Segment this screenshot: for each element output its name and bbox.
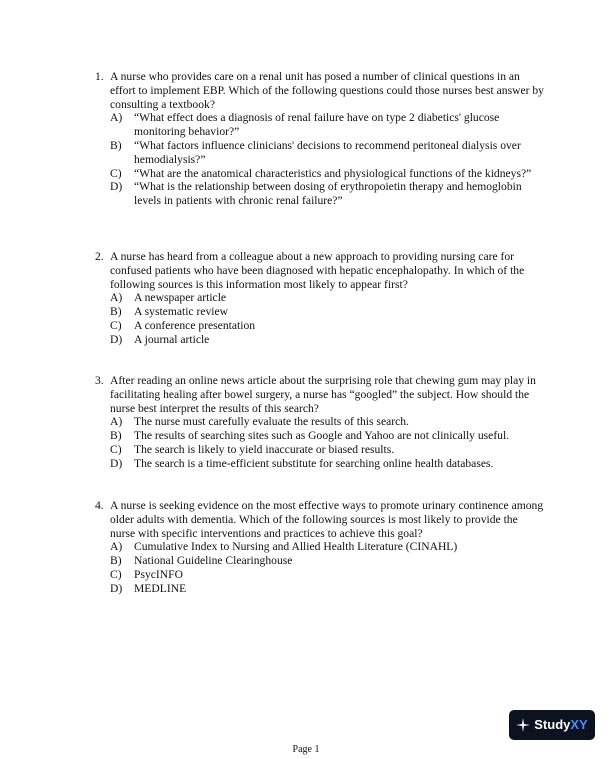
option-c — [110, 443, 545, 457]
option-letter: D) — [110, 456, 123, 470]
brand-accent: XY — [570, 717, 588, 733]
question-stem — [95, 374, 545, 415]
option-b — [110, 139, 545, 167]
option-a — [110, 111, 545, 139]
option-a — [110, 291, 545, 305]
options-list — [110, 415, 545, 470]
option-letter: C) — [110, 567, 122, 581]
option-letter: A) — [110, 415, 123, 429]
question-number: 1. — [95, 70, 104, 83]
option-text: The results of searching sites such as Google and Yahoo are not clinically useful. — [134, 429, 510, 443]
option-text: A conference presentation — [134, 318, 256, 332]
option-text: “What effect does a diagnosis of renal failure have on type 2 diabetics' glucose monitoring behavior?” — [134, 111, 500, 139]
option-letter: B) — [110, 305, 122, 319]
option-text: National Guideline Clearinghouse — [134, 554, 293, 568]
option-d — [110, 582, 545, 596]
option-a — [110, 415, 545, 429]
option-letter: B) — [110, 429, 122, 443]
option-a — [110, 540, 545, 554]
option-b — [110, 554, 545, 568]
option-c — [110, 167, 545, 181]
question-stem — [95, 250, 545, 291]
question-1 — [95, 70, 545, 208]
question-4 — [95, 499, 545, 596]
option-c — [110, 319, 545, 333]
option-text: The nurse must carefully evaluate the results of this search. — [134, 415, 409, 429]
question-text: A nurse who provides care on a renal unit has posed a number of clinical questions in an effort to implement EBP. Which of the following questions could those nurses best answer by consulting a textbook? — [110, 70, 544, 111]
options-list — [110, 111, 545, 208]
question-text: A nurse is seeking evidence on the most effective ways to promote urinary continence among older adults with dementia. Which of the following sources is most likely to provide the nurse with specific interventions and practices to achieve this goal? — [110, 499, 544, 540]
option-text: A systematic review — [134, 305, 229, 319]
option-letter: D) — [110, 332, 123, 346]
question-2 — [95, 250, 545, 347]
question-number: 2. — [95, 250, 104, 263]
brand-name — [534, 718, 587, 732]
option-text: “What factors influence clinicians' decisions to recommend peritoneal dialysis over hemodialysis?” — [134, 138, 521, 166]
option-letter: B) — [110, 554, 122, 568]
question-text: A nurse has heard from a colleague about a new approach to providing nursing care for confused patients who have been diagnosed with hepatic encephalopathy. In which of the following sources is this information most likely to appear first? — [110, 250, 525, 291]
options-list — [110, 291, 545, 346]
page-footer — [0, 743, 612, 757]
option-text: Cumulative Index to Nursing and Allied Health Literature (CINAHL) — [134, 540, 458, 554]
option-text: A journal article — [134, 332, 210, 346]
question-text: After reading an online news article about the surprising role that chewing gum may play in facilitating healing after bowel surgery, a nurse has “googled” the subject. How should the nurse best interpret the results of this search? — [110, 374, 536, 415]
option-text: PsycINFO — [134, 567, 183, 581]
option-text: MEDLINE — [134, 581, 187, 595]
option-letter: C) — [110, 318, 122, 332]
option-b — [110, 305, 545, 319]
option-c — [110, 568, 545, 582]
option-letter: D) — [110, 180, 123, 194]
option-letter: B) — [110, 138, 122, 152]
option-text: The search is a time-efficient substitute for searching online health databases. — [134, 456, 494, 470]
option-b — [110, 429, 545, 443]
option-d — [110, 457, 545, 471]
option-text: “What is the relationship between dosing of erythropoietin therapy and hemoglobin levels in patients with chronic renal failure?” — [134, 180, 522, 208]
page-number: Page 1 — [292, 744, 320, 755]
question-stem — [95, 499, 545, 540]
option-letter: A) — [110, 540, 123, 554]
option-d — [110, 333, 545, 347]
option-letter: C) — [110, 442, 122, 456]
plus-sparkle-icon — [516, 718, 530, 732]
option-text: A newspaper article — [134, 291, 227, 305]
question-number: 3. — [95, 374, 104, 387]
option-d — [110, 180, 545, 208]
option-letter: D) — [110, 581, 123, 595]
question-number: 4. — [95, 499, 104, 512]
option-letter: C) — [110, 166, 122, 180]
brand-main: Study — [534, 717, 571, 733]
studyxy-badge[interactable] — [509, 710, 595, 740]
option-text: “What are the anatomical characteristics and physiological functions of the kidneys?” — [134, 166, 532, 180]
question-3 — [95, 374, 545, 471]
question-stem — [95, 70, 545, 111]
option-letter: A) — [110, 291, 123, 305]
options-list — [110, 540, 545, 595]
option-letter: A) — [110, 111, 123, 125]
option-text: The search is likely to yield inaccurate or biased results. — [134, 442, 395, 456]
